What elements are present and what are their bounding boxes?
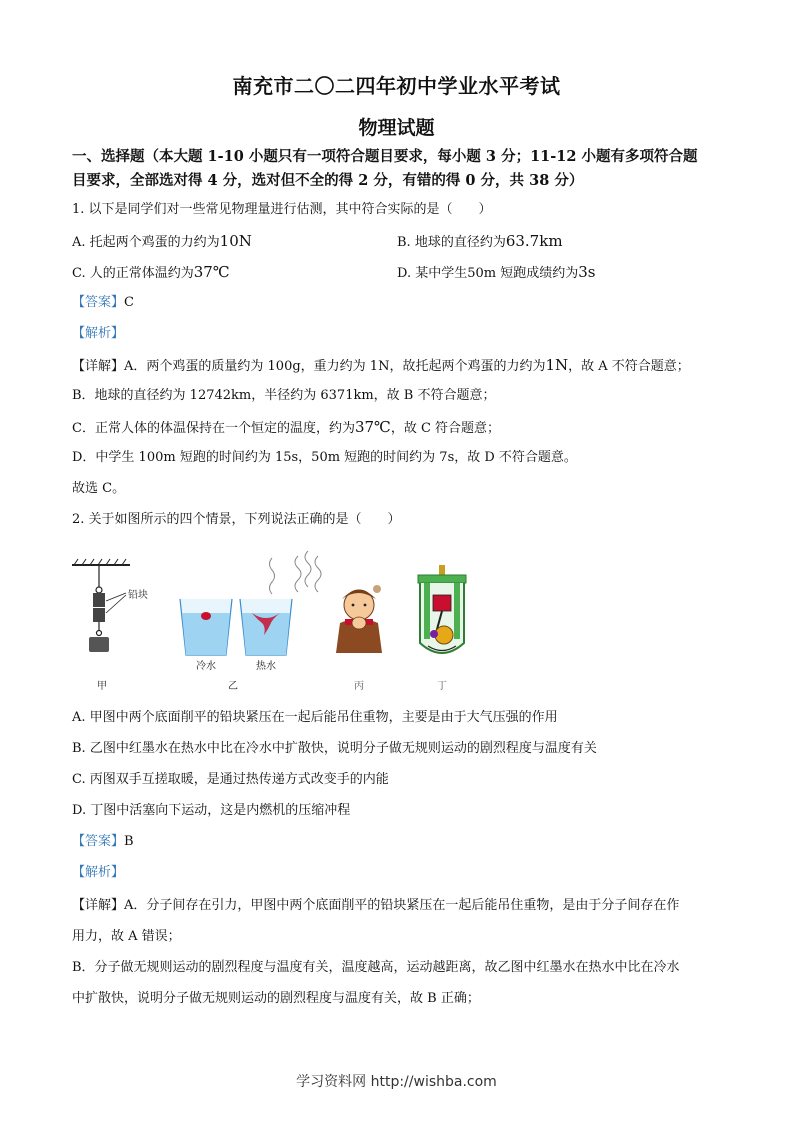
q2-detail-b-line2: 中扩散快，说明分子做无规则运动的剧烈程度与温度有关，故 B 正确； [72, 991, 480, 1006]
q1-answer-label: 【答案】 [72, 295, 125, 310]
q1-option-a-text: A. 托起两个鸡蛋的力约为 [72, 235, 220, 250]
section-heading-line1: 一、选择题（本大题 1-10 小题只有一项符合题目要求，每小题 3 分；11-12 小题有多项符合题 [72, 148, 698, 165]
figure-cold-water-label: 冷水 [196, 661, 216, 672]
exam-title: 南充市二〇二四年初中学业水平考试 [232, 74, 561, 98]
figure-lead-blocks [72, 559, 130, 652]
figure-engine-cylinder [418, 565, 466, 653]
q2-detail-label: 【详解】 [72, 898, 125, 913]
figure-diffusion-beakers [180, 551, 321, 655]
q1-detail-label: 【详解】 [72, 359, 125, 374]
q1-stem: 1. 以下是同学们对一些常见物理量进行估测，其中符合实际的是（ ） [72, 202, 492, 217]
q1-option-b-value: 63.7km [505, 232, 563, 250]
q1-option-d-distance: 50m [467, 266, 497, 281]
q2-option-c: C. 丙图双手互搓取暖，是通过热传递方式改变手的内能 [72, 772, 389, 787]
q1-option-b [397, 230, 563, 254]
q1-detail-a-value: 1N [545, 356, 569, 374]
q1-answer [72, 292, 732, 314]
q1-detail-c-end: ，故 C 符合题意； [390, 421, 501, 436]
q1-detail-a [72, 354, 732, 378]
q1-option-d [397, 261, 596, 285]
exam-subtitle: 物理试题 [358, 117, 435, 139]
figure-hot-water-label: 热水 [256, 661, 276, 672]
figure-lead-block-label: 铅块 [128, 590, 148, 601]
figure-caption-c: 丙 [354, 681, 364, 692]
q1-detail-c-text: C．正常人体的体温保持在一个恒定的温度，约为 [72, 421, 355, 436]
q2-answer-label: 【答案】 [72, 834, 125, 849]
figure-caption-d: 丁 [437, 681, 447, 692]
q2-detail-b-line1: B．分子做无规则运动的剧烈程度与温度有关，温度越高，运动越距离，故乙图中红墨水在热水中比在冷水 [72, 960, 680, 975]
q2-detail-a-text: A．分子间存在引力，甲图中两个底面削平的铅块紧压在一起后能吊住重物，是由于分子间存在作 [124, 898, 680, 913]
q1-option-d-value: 3s [578, 263, 596, 281]
q1-option-a-value: 10N [219, 232, 252, 250]
q2-detail-a-line1 [72, 895, 732, 917]
q2-option-d: D. 丁图中活塞向下运动，这是内燃机的压缩冲程 [72, 803, 351, 818]
q1-option-b-text: B. 地球的直径约为 [397, 235, 506, 250]
q1-detail-c [72, 416, 732, 440]
q2-answer [72, 831, 732, 853]
q1-option-c-value: 37℃ [193, 263, 230, 281]
q2-answer-value: B [124, 834, 134, 849]
figure-caption-a: 甲 [97, 681, 107, 692]
q1-detail-a-text: A．两个鸡蛋的质量约为 100g，重力约为 1N，故托起两个鸡蛋的力约为 [124, 359, 546, 374]
q2-detail-a-line2: 用力，故 A 错误； [72, 929, 181, 944]
q1-detail-d: D．中学生 100m 短跑的时间约为 15s，50m 短跑的时间约为 7s，故 D 不符合题意。 [72, 450, 577, 465]
q1-analysis-label: 【解析】 [72, 326, 125, 341]
q2-analysis-label: 【解析】 [72, 865, 125, 880]
q1-option-d-text: D. 某中学生 [397, 266, 468, 281]
figure-child-rubbing-hands [336, 585, 382, 653]
q1-option-d-text2: 短跑成绩约为 [496, 266, 579, 281]
q1-conclusion: 故选 C。 [72, 481, 126, 496]
q1-answer-value: C [124, 295, 134, 310]
q2-figure [66, 543, 476, 693]
q2-option-b: B. 乙图中红墨水在热水中比在冷水中扩散快，说明分子做无规则运动的剧烈程度与温度有关 [72, 741, 597, 756]
q1-option-c-text: C. 人的正常体温约为 [72, 266, 194, 281]
q1-detail-c-value: 37℃ [354, 418, 391, 436]
q1-detail-a-end: ，故 A 不符合题意； [568, 359, 690, 374]
section-heading-line2: 目要求，全部选对得 4 分，选对但不全的得 2 分，有错的得 0 分，共 38 分） [72, 172, 584, 189]
q1-detail-b: B．地球的直径约为 12742km，半径约为 6371km，故 B 不符合题意； [72, 388, 496, 403]
figure-caption-b: 乙 [228, 681, 238, 692]
q2-option-a: A. 甲图中两个底面削平的铅块紧压在一起后能吊住重物，主要是由于大气压强的作用 [72, 710, 558, 725]
footer-watermark: 学习资料网 http://wishba.com [296, 1074, 497, 1090]
q2-stem: 2. 关于如图所示的四个情景，下列说法正确的是（ ） [72, 512, 401, 527]
